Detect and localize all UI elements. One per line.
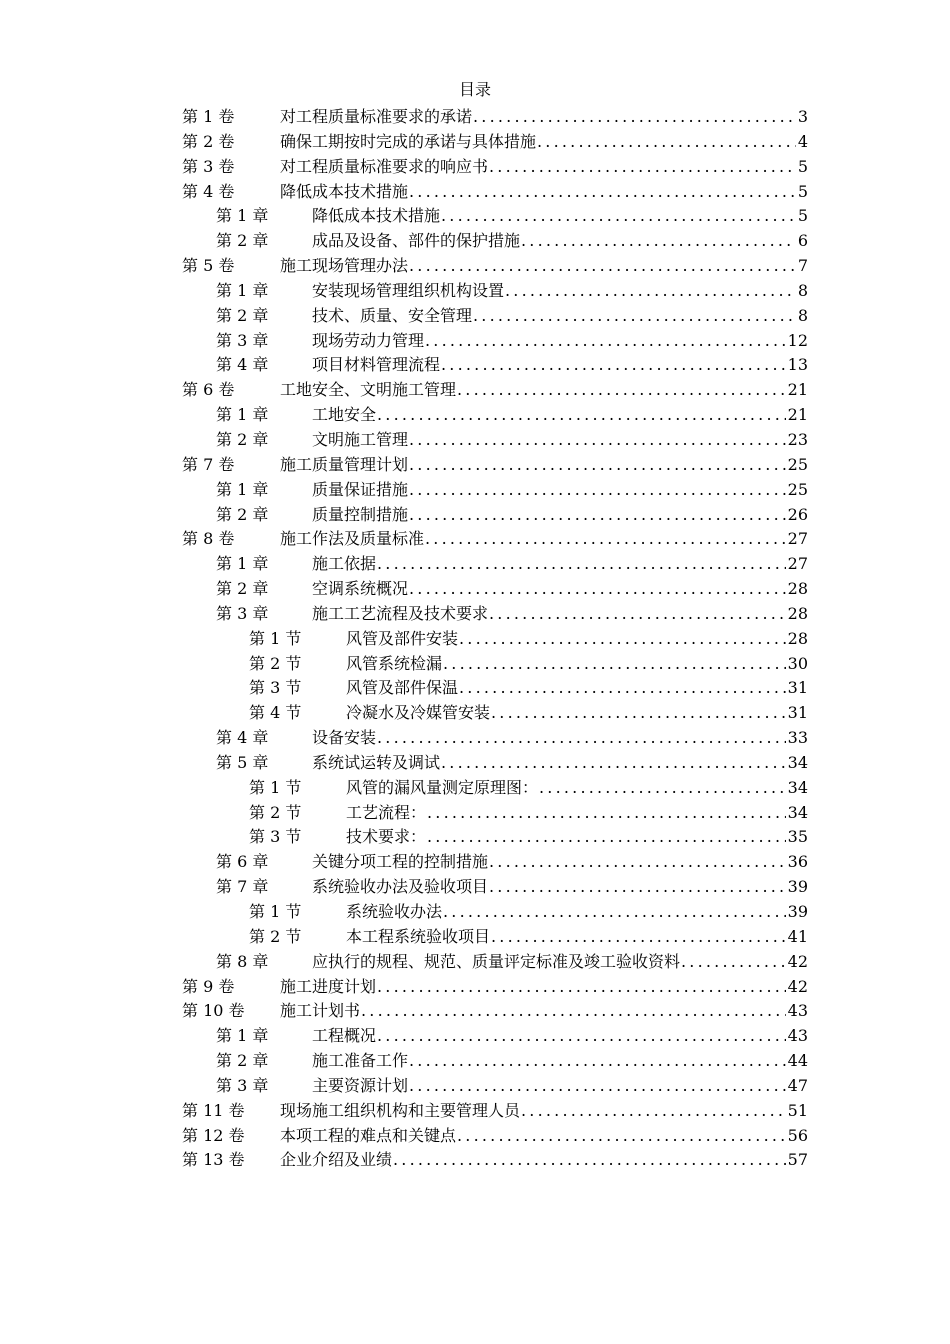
toc-dot-leader bbox=[408, 503, 786, 528]
toc-entry-page-number: 35 bbox=[787, 827, 808, 847]
toc-entry-title: 现场劳动力管理 bbox=[312, 330, 425, 350]
toc-entry-page-number: 21 bbox=[787, 380, 808, 400]
toc-entry[interactable] bbox=[182, 552, 808, 577]
toc-dot-leader bbox=[408, 577, 786, 602]
toc-entry[interactable] bbox=[182, 602, 808, 627]
toc-dot-leader bbox=[456, 378, 786, 403]
toc-entry-title: 风管及部件保温 bbox=[346, 678, 459, 698]
toc-entry-page-number: 6 bbox=[797, 231, 808, 251]
toc-entry-page-number: 27 bbox=[787, 529, 808, 549]
toc-entry-title: 对工程质量标准要求的承诺 bbox=[280, 107, 473, 126]
toc-entry-number: 第 2 章 bbox=[216, 231, 269, 251]
toc-dot-leader bbox=[538, 776, 786, 801]
toc-entry-number: 第 1 节 bbox=[249, 628, 302, 648]
toc-dot-leader bbox=[424, 329, 786, 354]
toc-entry-title: 工程概况 bbox=[312, 1026, 377, 1046]
toc-entry-page-number: 5 bbox=[797, 181, 808, 201]
toc-entry-number: 第 2 章 bbox=[216, 1051, 269, 1071]
toc-entry-number: 第 7 卷 bbox=[182, 454, 235, 474]
toc-entry-number: 第 13 卷 bbox=[182, 1150, 245, 1170]
toc-entry-title: 系统验收办法及验收项目 bbox=[312, 877, 489, 897]
toc-entry[interactable] bbox=[182, 229, 808, 254]
toc-entry-number: 第 11 卷 bbox=[182, 1100, 245, 1120]
toc-entry-title: 施工依据 bbox=[312, 554, 377, 574]
toc-entry-number: 第 1 卷 bbox=[182, 107, 235, 126]
toc-entry-number: 第 5 卷 bbox=[182, 256, 235, 276]
toc-entry-number: 第 6 卷 bbox=[182, 380, 235, 400]
toc-entry-number: 第 4 章 bbox=[216, 728, 269, 748]
toc-entry[interactable] bbox=[182, 652, 808, 677]
toc-dot-leader bbox=[426, 801, 786, 826]
toc-entry[interactable] bbox=[182, 726, 808, 751]
toc-entry-number: 第 8 卷 bbox=[182, 529, 235, 549]
toc-entry[interactable] bbox=[182, 875, 808, 900]
toc-entry-page-number: 31 bbox=[787, 678, 808, 698]
toc-entry-title: 本项工程的难点和关键点 bbox=[280, 1125, 457, 1145]
toc-entry[interactable] bbox=[182, 453, 808, 478]
toc-entry-page-number: 7 bbox=[797, 256, 808, 276]
toc-entry-number: 第 4 章 bbox=[216, 355, 269, 375]
toc-dot-leader bbox=[456, 1124, 786, 1149]
toc-entry-page-number: 5 bbox=[797, 206, 808, 226]
toc-entry-title: 工地安全 bbox=[312, 405, 377, 425]
toc-entry-number: 第 9 卷 bbox=[182, 976, 235, 996]
toc-entry[interactable] bbox=[182, 975, 808, 1000]
toc-entry-page-number: 23 bbox=[787, 429, 808, 449]
toc-entry-number: 第 1 章 bbox=[216, 405, 269, 425]
toc-entry-page-number: 36 bbox=[787, 852, 808, 872]
toc-entry-title: 技术、质量、安全管理 bbox=[312, 305, 473, 325]
toc-entry-page-number: 4 bbox=[797, 131, 808, 151]
toc-entry-title: 对工程质量标准要求的响应书 bbox=[280, 156, 489, 176]
toc-entry-title: 风管系统检漏 bbox=[346, 653, 443, 673]
toc-entry-title: 施工工艺流程及技术要求 bbox=[312, 603, 489, 623]
toc-entry-page-number: 25 bbox=[787, 454, 808, 474]
toc-entry-number: 第 1 章 bbox=[216, 206, 269, 226]
toc-entry-page-number: 41 bbox=[787, 926, 808, 946]
toc-entry-page-number: 42 bbox=[787, 951, 808, 971]
toc-entry-number: 第 2 节 bbox=[249, 926, 302, 946]
toc-entry-title: 应执行的规程、规范、质量评定标准及竣工验收资料 bbox=[312, 951, 681, 971]
toc-dot-leader bbox=[360, 999, 786, 1024]
toc-entry-title: 空调系统概况 bbox=[312, 579, 409, 599]
toc-entry-number: 第 1 章 bbox=[216, 1026, 269, 1046]
toc-dot-leader bbox=[520, 229, 796, 254]
toc-entry-page-number: 21 bbox=[787, 405, 808, 425]
toc-entry[interactable] bbox=[182, 478, 808, 503]
toc-dot-leader bbox=[458, 676, 786, 701]
toc-entry-number: 第 3 节 bbox=[249, 827, 302, 847]
toc-dot-leader bbox=[472, 105, 796, 130]
toc-entry-title: 系统验收办法 bbox=[346, 902, 443, 921]
toc-entry-title: 系统试运转及调试 bbox=[312, 752, 441, 772]
toc-entry[interactable] bbox=[182, 304, 808, 329]
toc-entry-number: 第 1 节 bbox=[249, 902, 302, 921]
toc-dot-leader bbox=[490, 925, 786, 950]
toc-dot-leader bbox=[408, 254, 796, 279]
toc-entry[interactable] bbox=[182, 950, 808, 975]
toc-entry-number: 第 8 章 bbox=[216, 951, 269, 971]
toc-dot-leader bbox=[520, 1099, 786, 1124]
toc-entry[interactable] bbox=[182, 701, 808, 726]
toc-entry-number: 第 2 卷 bbox=[182, 131, 235, 151]
toc-entry-number: 第 6 章 bbox=[216, 852, 269, 872]
toc-dot-leader bbox=[408, 180, 796, 205]
toc-entry-title: 关键分项工程的控制措施 bbox=[312, 852, 489, 872]
toc-entry-title: 风管的漏风量测定原理图： bbox=[346, 777, 539, 797]
toc-entry-page-number: 39 bbox=[787, 902, 808, 921]
toc-entry-title: 施工作法及质量标准 bbox=[280, 529, 425, 549]
toc-entry-page-number: 42 bbox=[787, 976, 808, 996]
toc-entry[interactable] bbox=[182, 1148, 808, 1173]
toc-entry[interactable] bbox=[182, 353, 808, 378]
toc-dot-leader bbox=[504, 279, 796, 304]
toc-dot-leader bbox=[442, 652, 786, 677]
toc-dot-leader bbox=[440, 204, 796, 229]
toc-entry-number: 第 2 节 bbox=[249, 653, 302, 673]
toc-entry[interactable] bbox=[182, 900, 808, 925]
toc-entry[interactable] bbox=[182, 825, 808, 850]
toc-entry-page-number: 33 bbox=[787, 728, 808, 748]
toc-entry[interactable] bbox=[182, 428, 808, 453]
toc-entry-title: 本工程系统验收项目 bbox=[346, 926, 491, 946]
toc-dot-leader bbox=[426, 825, 786, 850]
toc-entry-number: 第 2 章 bbox=[216, 504, 269, 524]
toc-entry-page-number: 12 bbox=[787, 330, 808, 350]
toc-dot-leader bbox=[536, 130, 796, 155]
toc-entry[interactable] bbox=[182, 155, 808, 180]
toc-entry[interactable] bbox=[182, 627, 808, 652]
toc-entry-number: 第 1 章 bbox=[216, 479, 269, 499]
toc-entry-page-number: 43 bbox=[787, 1026, 808, 1046]
toc-entry-title: 确保工期按时完成的承诺与具体措施 bbox=[280, 131, 537, 151]
toc-entry[interactable] bbox=[182, 776, 808, 801]
toc-entry[interactable] bbox=[182, 676, 808, 701]
toc-entry-title: 企业介绍及业绩 bbox=[280, 1150, 393, 1170]
toc-entry[interactable] bbox=[182, 403, 808, 428]
toc-entry[interactable] bbox=[182, 1074, 808, 1099]
toc-entry-title: 设备安装 bbox=[312, 728, 377, 748]
toc-entry-number: 第 7 章 bbox=[216, 877, 269, 897]
toc-entry-number: 第 4 节 bbox=[249, 703, 302, 723]
toc-entry-title: 施工进度计划 bbox=[280, 976, 377, 996]
toc-entry[interactable] bbox=[182, 279, 808, 304]
toc-dot-leader bbox=[408, 453, 786, 478]
toc-entry-title: 现场施工组织机构和主要管理人员 bbox=[280, 1100, 521, 1120]
toc-entry[interactable] bbox=[182, 801, 808, 826]
toc-dot-leader bbox=[488, 850, 786, 875]
toc-entry-page-number: 28 bbox=[787, 628, 808, 648]
toc-dot-leader bbox=[408, 428, 786, 453]
toc-entry-page-number: 47 bbox=[787, 1075, 808, 1095]
toc-entry-page-number: 57 bbox=[787, 1150, 808, 1170]
toc-dot-leader bbox=[472, 304, 796, 329]
toc-entry-page-number: 8 bbox=[797, 305, 808, 325]
toc-entry[interactable] bbox=[182, 180, 808, 205]
toc-dot-leader bbox=[442, 900, 786, 925]
toc-entry-page-number: 34 bbox=[787, 802, 808, 822]
toc-list bbox=[182, 105, 808, 1173]
toc-title: 目录 bbox=[458, 80, 491, 99]
toc-entry-number: 第 1 章 bbox=[216, 280, 269, 300]
toc-entry[interactable] bbox=[182, 254, 808, 279]
toc-dot-leader bbox=[392, 1148, 786, 1173]
toc-entry[interactable] bbox=[182, 1124, 808, 1149]
toc-entry-number: 第 3 章 bbox=[216, 330, 269, 350]
toc-entry-number: 第 3 卷 bbox=[182, 156, 235, 176]
toc-entry-page-number: 26 bbox=[787, 504, 808, 524]
toc-entry[interactable] bbox=[182, 130, 808, 155]
toc-entry-title: 质量保证措施 bbox=[312, 479, 409, 499]
toc-entry[interactable] bbox=[182, 527, 808, 552]
toc-dot-leader bbox=[408, 1074, 786, 1099]
toc-entry-title: 降低成本技术措施 bbox=[280, 181, 409, 201]
toc-entry-page-number: 43 bbox=[787, 1001, 808, 1021]
toc-entry-title: 施工计划书 bbox=[280, 1001, 361, 1021]
toc-entry[interactable] bbox=[182, 1024, 808, 1049]
toc-entry-number: 第 3 章 bbox=[216, 1075, 269, 1095]
toc-entry[interactable] bbox=[182, 999, 808, 1024]
toc-entry-page-number: 25 bbox=[787, 479, 808, 499]
toc-entry[interactable] bbox=[182, 378, 808, 403]
toc-entry-title: 安装现场管理组织机构设置 bbox=[312, 280, 505, 300]
toc-entry-number: 第 12 卷 bbox=[182, 1125, 245, 1145]
toc-entry-number: 第 5 章 bbox=[216, 752, 269, 772]
toc-entry-page-number: 8 bbox=[797, 280, 808, 300]
toc-entry-number: 第 1 节 bbox=[249, 777, 302, 797]
toc-entry-page-number: 5 bbox=[797, 156, 808, 176]
toc-entry-page-number: 34 bbox=[787, 752, 808, 772]
toc-entry-page-number: 39 bbox=[787, 877, 808, 897]
toc-dot-leader bbox=[376, 552, 786, 577]
toc-entry[interactable] bbox=[182, 850, 808, 875]
toc-entry-page-number: 28 bbox=[787, 579, 808, 599]
toc-entry[interactable] bbox=[182, 105, 808, 130]
toc-entry-number: 第 3 节 bbox=[249, 678, 302, 698]
toc-entry-page-number: 30 bbox=[787, 653, 808, 673]
toc-entry-number: 第 2 章 bbox=[216, 429, 269, 449]
toc-entry[interactable] bbox=[182, 1099, 808, 1124]
toc-entry[interactable] bbox=[182, 204, 808, 229]
toc-entry-title: 降低成本技术措施 bbox=[312, 206, 441, 226]
toc-dot-leader bbox=[376, 726, 786, 751]
toc-entry-page-number: 51 bbox=[787, 1100, 808, 1120]
toc-entry-title: 施工质量管理计划 bbox=[280, 454, 409, 474]
toc-entry[interactable] bbox=[182, 503, 808, 528]
toc-dot-leader bbox=[488, 875, 786, 900]
toc-dot-leader bbox=[376, 975, 786, 1000]
toc-entry-number: 第 4 卷 bbox=[182, 181, 235, 201]
toc-entry-number: 第 2 节 bbox=[249, 802, 302, 822]
toc-entry[interactable] bbox=[182, 751, 808, 776]
toc-entry-title: 风管及部件安装 bbox=[346, 628, 459, 648]
toc-entry-title: 质量控制措施 bbox=[312, 504, 409, 524]
toc-entry-number: 第 3 章 bbox=[216, 603, 269, 623]
toc-dot-leader bbox=[424, 527, 786, 552]
toc-entry-title: 施工准备工作 bbox=[312, 1051, 409, 1071]
toc-entry-page-number: 27 bbox=[787, 554, 808, 574]
toc-entry-number: 第 10 卷 bbox=[182, 1001, 245, 1021]
toc-entry[interactable] bbox=[182, 329, 808, 354]
toc-entry-title: 冷凝水及冷媒管安装 bbox=[346, 703, 491, 723]
toc-dot-leader bbox=[408, 1049, 786, 1074]
toc-entry-title: 成品及设备、部件的保护措施 bbox=[312, 231, 521, 251]
toc-dot-leader bbox=[440, 353, 786, 378]
toc-entry-title: 文明施工管理 bbox=[312, 429, 409, 449]
toc-dot-leader bbox=[458, 627, 786, 652]
toc-dot-leader bbox=[680, 950, 786, 975]
toc-entry-number: 第 2 章 bbox=[216, 579, 269, 599]
toc-dot-leader bbox=[408, 478, 786, 503]
toc-entry[interactable] bbox=[182, 925, 808, 950]
toc-dot-leader bbox=[376, 403, 786, 428]
toc-dot-leader bbox=[488, 155, 796, 180]
toc-entry-page-number: 13 bbox=[787, 355, 808, 375]
toc-entry-page-number: 31 bbox=[787, 703, 808, 723]
toc-entry-page-number: 34 bbox=[787, 777, 808, 797]
toc-dot-leader bbox=[488, 602, 786, 627]
toc-entry[interactable] bbox=[182, 1049, 808, 1074]
toc-entry-page-number: 56 bbox=[787, 1125, 808, 1145]
toc-entry-title: 技术要求： bbox=[346, 827, 427, 847]
toc-entry-title: 施工现场管理办法 bbox=[280, 256, 409, 276]
toc-entry-title: 工地安全、文明施工管理 bbox=[280, 380, 457, 400]
toc-entry-title: 项目材料管理流程 bbox=[312, 355, 441, 375]
toc-entry-number: 第 1 章 bbox=[216, 554, 269, 574]
toc-dot-leader bbox=[376, 1024, 786, 1049]
toc-entry[interactable] bbox=[182, 577, 808, 602]
toc-dot-leader bbox=[440, 751, 786, 776]
toc-dot-leader bbox=[490, 701, 786, 726]
toc-entry-page-number: 44 bbox=[787, 1051, 808, 1071]
toc-entry-page-number: 3 bbox=[797, 107, 808, 126]
toc-entry-title: 工艺流程： bbox=[346, 802, 427, 822]
toc-entry-number: 第 2 章 bbox=[216, 305, 269, 325]
toc-entry-page-number: 28 bbox=[787, 603, 808, 623]
toc-entry-title: 主要资源计划 bbox=[312, 1075, 409, 1095]
